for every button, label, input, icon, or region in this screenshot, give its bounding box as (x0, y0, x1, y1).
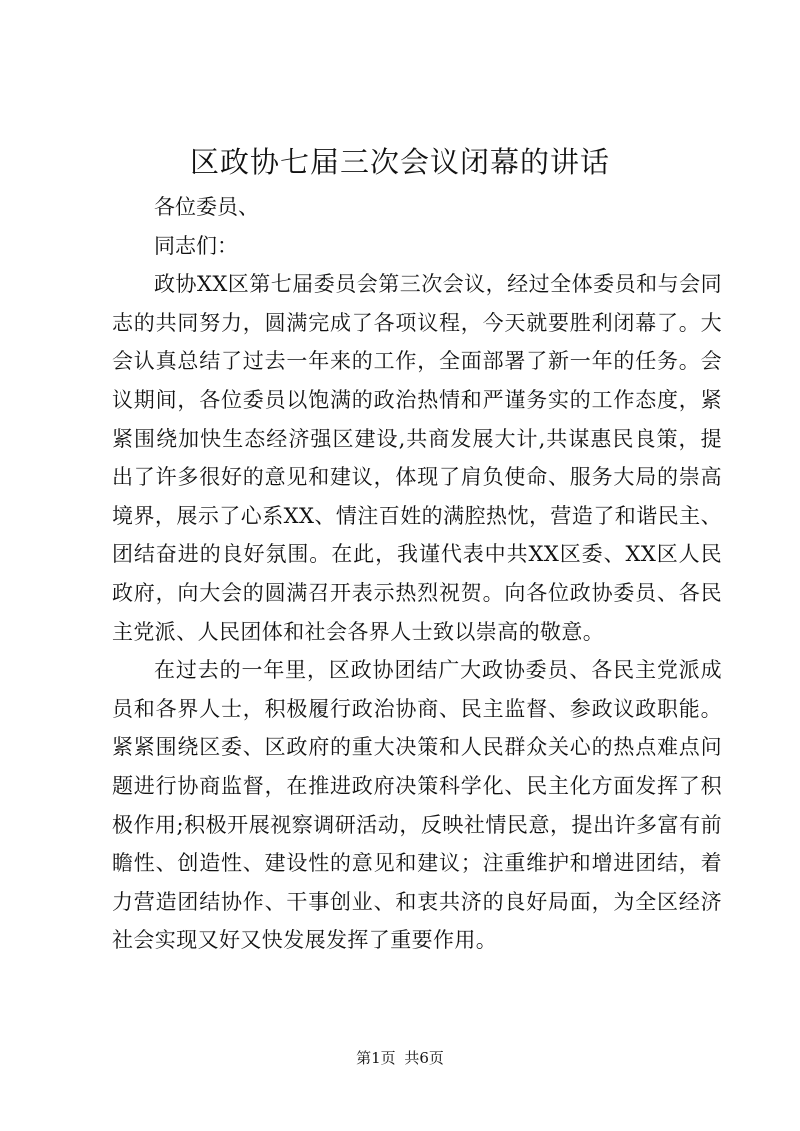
document-body (112, 188, 722, 960)
salutation-line: 各位委员、 (154, 195, 259, 219)
page-total: 共6页 (404, 1049, 444, 1067)
page-number: 第1页 (356, 1049, 396, 1067)
body-paragraph: 政协XX区第七届委员会第三次会议，经过全体委员和与会同志的共同努力，圆满完成了各项议程，今天就要胜利闭幕了。大会认真总结了过去一年来的工作，全面部署了新一年的任务。会议期间，各位委员以饱满的政治热情和严谨务实的工作态度，紧紧围绕加快生态经济强区建设,共商发展大计,共谋惠民良策，提出了许多很好的意见和建议，体现了肩负使命、服务大局的崇高境界，展示了心系XX、情注百姓的满腔热忱，营造了和谐民主、团结奋进的良好氛围。在此，我谨代表中共XX区委、XX区人民政府，向大会的圆满召开表示热烈祝贺。向各位政协委员、各民主党派、人民团体和社会各界人士致以崇高的敬意。 (112, 272, 722, 644)
page-footer (0, 1048, 800, 1068)
document-title: 区政协七届三次会议闭幕的讲话 (189, 145, 610, 179)
body-paragraph: 在过去的一年里，区政协团结广大政协委员、各民主党派成员和各界人士，积极履行政治协商、民主监督、参政议政职能。紧紧围绕区委、区政府的重大决策和人民群众关心的热点难点问题进行协商监督，在推进政府决策科学化、民主化方面发挥了积极作用;积极开展视察调研活动，反映社情民意，提出许多富有前瞻性、创造性、建设性的意见和建议；注重维护和增进团结，着力营造团结协作、干事创业、和衷共济的良好局面，为全区经济社会实现又好又快发展发挥了重要作用。 (112, 658, 722, 953)
salutation-line: 同志们： (154, 233, 238, 258)
